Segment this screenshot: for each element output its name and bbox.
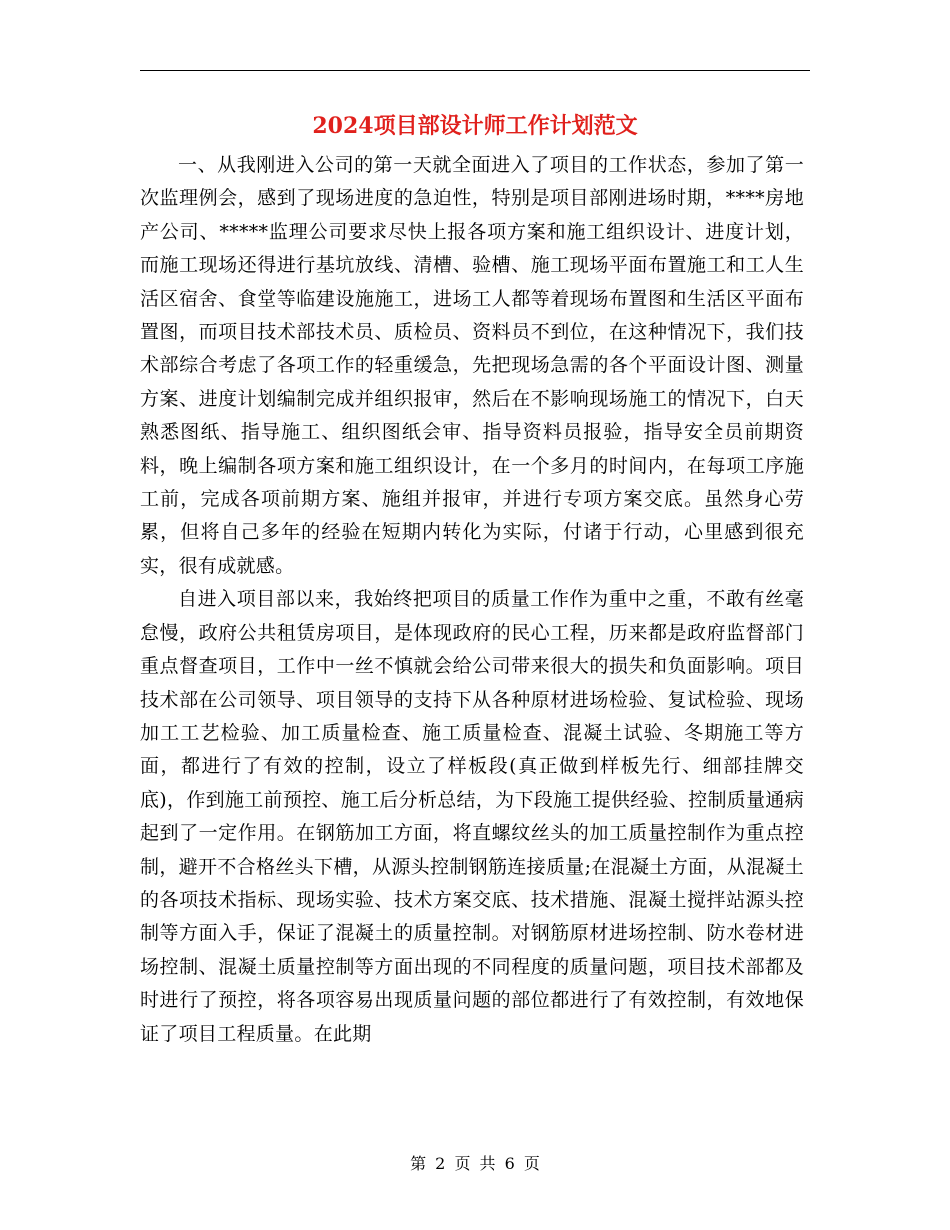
document-title: 2024项目部设计师工作计划范文: [312, 113, 638, 139]
body-paragraph-1: 一、从我刚进入公司的第一天就全面进入了项目的工作状态，参加了第一次监理例会，感到了现场进度的急迫性，特别是项目部刚进场时期，****房地产公司、*****监理公司要求尽快上报各项方案和施工组织设计、进度计划，而施工现场还得进行基坑放线、清槽、验槽、施工现场平面布置施工和工人生活区宿舍、食堂等临建设施施工，进场工人都等着现场布置图和生活区平面布置图，而项目技术部技术员、质检员、资料员不到位，在这种情况下，我们技术部综合考虑了各项工作的轻重缓急，先把现场急需的各个平面设计图、测量方案、进度计划编制完成并组织报审，然后在不影响现场施工的情况下，白天熟悉图纸、指导施工、组织图纸会审、指导资料员报验，指导安全员前期资料，晚上编制各项方案和施工组织设计，在一个多月的时间内，在每项工序施工前，完成各项前期方案、施组并报审，并进行专项方案交底。虽然身心劳累，但将自己多年的经验在短期内转化为实际，付诸于行动，心里感到很充实，很有成就感。: [140, 154, 804, 577]
document-body: [140, 149, 804, 1051]
header-rule: [140, 70, 810, 71]
body-paragraph-2: 自进入项目部以来，我始终把项目的质量工作作为重中之重，不敢有丝毫怠慢，政府公共租赁房项目，是体现政府的民心工程，历来都是政府监督部门重点督查项目，工作中一丝不慎就会给公司带来很大的损失和负面影响。项目技术部在公司领导、项目领导的支持下从各种原材进场检验、复试检验、现场加工工艺检验、加工质量检查、施工质量检查、混凝土试验、冬期施工等方面，都进行了有效的控制，设立了样板段(真正做到样板先行、细部挂牌交底)，作到施工前预控、施工后分析总结，为下段施工提供经验、控制质量通病起到了一定作用。在钢筋加工方面，将直螺纹丝头的加工质量控制作为重点控制，避开不合格丝头下槽，从源头控制钢筋连接质量;在混凝土方面，从混凝土的各项技术指标、现场实验、技术方案交底、技术措施、混凝土搅拌站源头控制等方面入手，保证了混凝土的质量控制。对钢筋原材进场控制、防水卷材进场控制、混凝土质量控制等方面出现的不同程度的质量问题，项目技术部都及时进行了预控，将各项容易出现质量问题的部位都进行了有效控制，有效地保证了项目工程质量。在此期: [140, 588, 804, 1045]
page-number-footer: 第 2 页 共 6 页: [410, 1154, 540, 1173]
